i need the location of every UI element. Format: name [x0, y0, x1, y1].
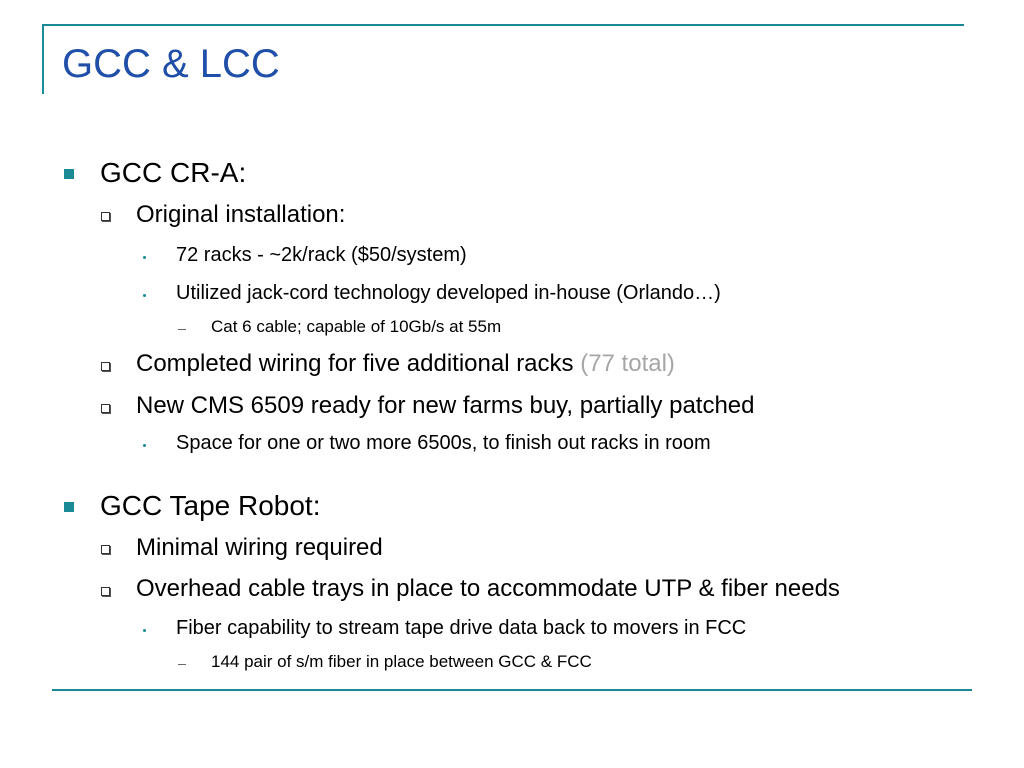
dot-bullet-icon: [143, 294, 146, 297]
dot-bullet-icon: [143, 629, 146, 632]
top-divider: [42, 24, 964, 26]
bullet-fiber-capability: Fiber capability to stream tape drive data back to movers in FCC: [176, 617, 747, 639]
square-bullet-icon: [64, 502, 74, 512]
bullet-original-installation: Original installation:: [136, 201, 346, 228]
bullet-new-cms-6509: New CMS 6509 ready for new farms buy, partially patched: [136, 392, 755, 419]
bottom-divider: [52, 689, 972, 691]
bullet-jack-cord: Utilized jack-cord technology developed in-house (Orlando…): [176, 282, 721, 304]
bullet-cat6-cable: Cat 6 cable; capable of 10Gb/s at 55m: [211, 317, 502, 336]
bullet-72-racks: 72 racks - ~2k/rack ($50/system): [176, 244, 467, 266]
total-racks-note: (77 total): [580, 350, 675, 377]
square-bullet-icon: [64, 169, 74, 179]
dot-bullet-icon: [143, 256, 146, 259]
hollow-square-bullet-icon: [101, 212, 110, 221]
dot-bullet-icon: [143, 444, 146, 447]
section-heading-gcc-cr-a: GCC CR-A:: [100, 157, 247, 188]
dash-bullet-icon: [178, 664, 186, 665]
completed-wiring-text: Completed wiring for five additional racks: [136, 350, 574, 377]
title-accent-bar: [42, 24, 44, 94]
hollow-square-bullet-icon: [101, 362, 110, 371]
hollow-square-bullet-icon: [101, 587, 110, 596]
bullet-completed-wiring: [136, 350, 675, 378]
hollow-square-bullet-icon: [101, 404, 110, 413]
bullet-144-pair-fiber: 144 pair of s/m fiber in place between GCC & FCC: [211, 652, 592, 671]
bullet-overhead-cable-trays: Overhead cable trays in place to accommodate UTP & fiber needs: [136, 575, 840, 602]
slide-title: GCC & LCC: [62, 42, 280, 86]
bullet-minimal-wiring: Minimal wiring required: [136, 534, 383, 561]
bullet-space-6500s: Space for one or two more 6500s, to finish out racks in room: [176, 432, 711, 454]
hollow-square-bullet-icon: [101, 545, 110, 554]
section-heading-gcc-tape-robot: GCC Tape Robot:: [100, 490, 321, 521]
dash-bullet-icon: [178, 329, 186, 330]
